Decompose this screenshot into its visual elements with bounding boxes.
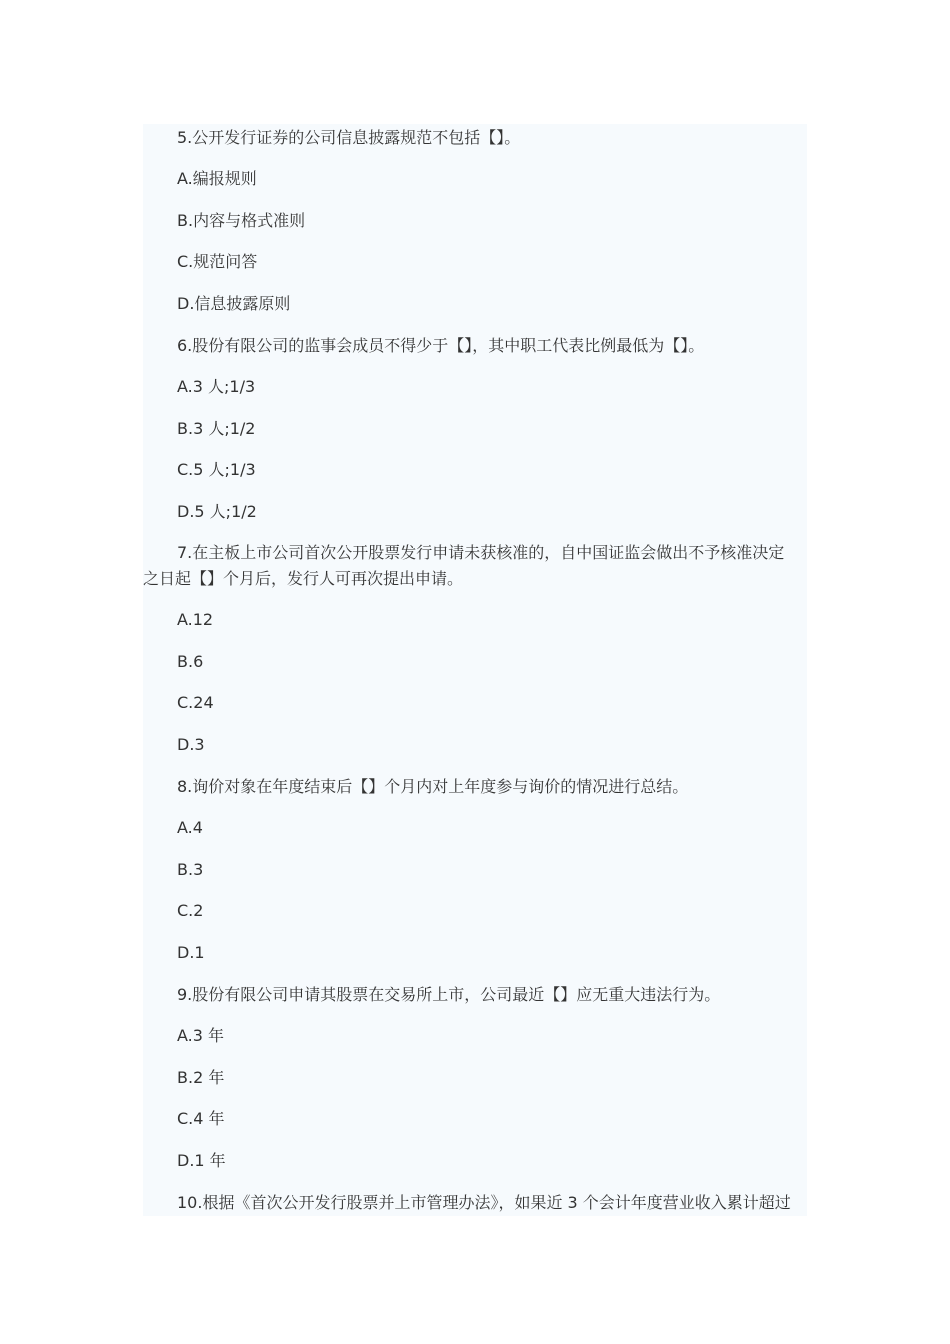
question-9-option-d: D.1 年 [177, 1151, 226, 1170]
question-5-option-b: B.内容与格式准则 [177, 211, 306, 230]
question-7-option-c: C.24 [177, 693, 214, 712]
question-7-option-d: D.3 [177, 735, 205, 754]
question-8-option-d: D.1 [177, 943, 205, 962]
question-9-option-b: B.2 年 [177, 1068, 225, 1087]
question-5-option-d: D.信息披露原则 [177, 294, 291, 313]
question-7-stem: 7.在主板上市公司首次公开股票发行申请未获核准的，自中国证监会做出不予核准决定 [177, 543, 785, 562]
question-7-option-a: A.12 [177, 610, 214, 629]
question-8-stem: 8.询价对象在年度结束后【】个月内对上年度参与询价的情况进行总结。 [177, 777, 689, 796]
question-6-option-a: A.3 人;1/3 [177, 377, 256, 396]
question-9-option-a: A.3 年 [177, 1026, 225, 1045]
question-7-stem-continued: 之日起【】个月后，发行人可再次提出申请。 [143, 569, 464, 588]
question-7-option-b: B.6 [177, 652, 204, 671]
question-10-stem: 10.根据《首次公开发行股票并上市管理办法》，如果近 3 个会计年度营业收入累计超过 [177, 1193, 791, 1212]
content-panel [143, 124, 807, 1216]
question-9-stem: 9.股份有限公司申请其股票在交易所上市，公司最近【】应无重大违法行为。 [177, 985, 721, 1004]
question-6-option-c: C.5 人;1/3 [177, 460, 256, 479]
question-6-stem: 6.股份有限公司的监事会成员不得少于【】，其中职工代表比例最低为【】。 [177, 336, 705, 355]
question-5-stem: 5.公开发行证券的公司信息披露规范不包括【】。 [177, 128, 521, 147]
question-6-option-b: B.3 人;1/2 [177, 419, 256, 438]
question-5-option-a: A.编报规则 [177, 169, 257, 188]
question-8-option-c: C.2 [177, 901, 204, 920]
question-8-option-b: B.3 [177, 860, 204, 879]
question-9-option-c: C.4 年 [177, 1109, 225, 1128]
question-5-option-c: C.规范问答 [177, 252, 258, 271]
question-8-option-a: A.4 [177, 818, 203, 837]
question-6-option-d: D.5 人;1/2 [177, 502, 257, 521]
